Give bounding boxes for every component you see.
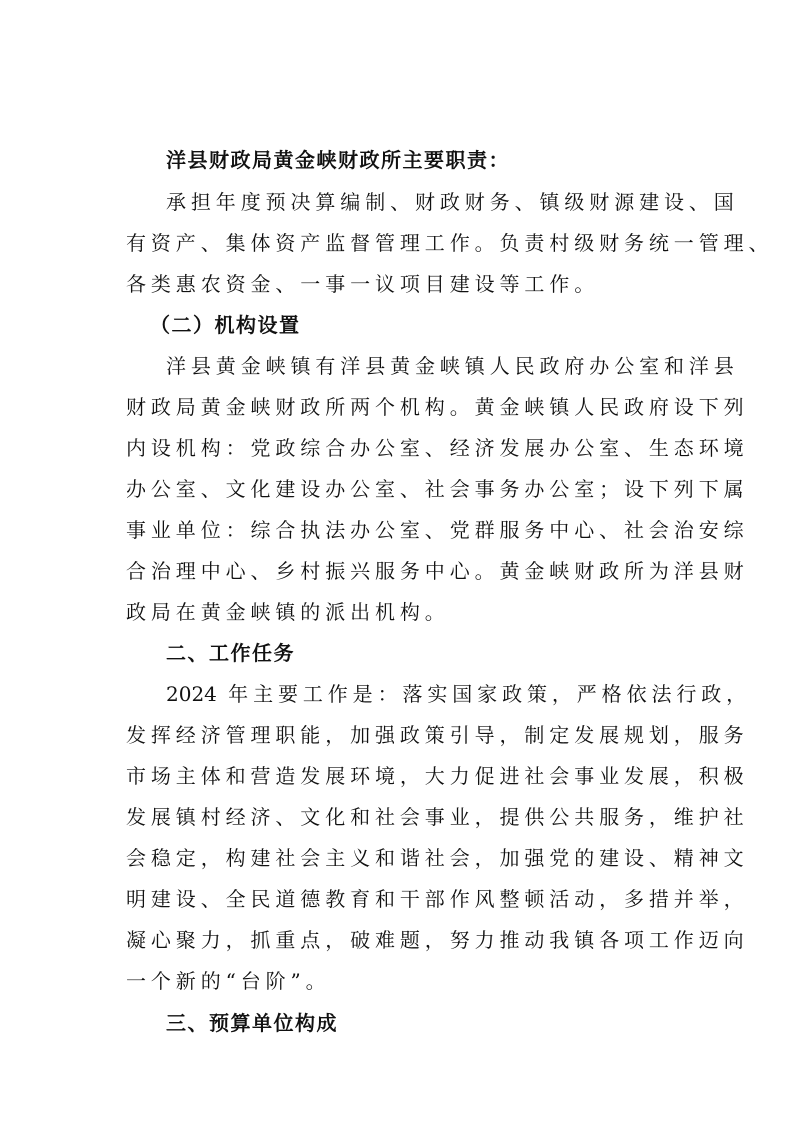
tasks-line-1-text: 年主要工作是：落实国家政策，严格依法行政， — [216, 682, 752, 706]
tasks-line-6: 明建设、全民道德教育和干部作风整顿活动，多措并举， — [126, 887, 749, 911]
org-line-3: 内设机构：党政综合办公室、经济发展办公室、生态环境 — [126, 436, 749, 460]
duties-line-3: 各类惠农资金、一事一议项目建设等工作。 — [126, 272, 600, 296]
org-line-5: 事业单位：综合执法办公室、党群服务中心、社会治安综 — [126, 518, 749, 542]
units-heading: 三、预算单位构成 — [166, 1011, 338, 1035]
duties-line-2: 有资产、集体资产监督管理工作。负责村级财务统一管理、 — [126, 231, 774, 255]
org-line-1: 洋县黄金峡镇有洋县黄金峡镇人民政府办公室和洋县 — [166, 354, 739, 378]
tasks-line-4: 发展镇村经济、文化和社会事业，提供公共服务，维护社 — [126, 805, 749, 829]
org-line-4: 办公室、文化建设办公室、社会事务办公室；设下列下属 — [126, 477, 749, 501]
duties-line-1: 承担年度预决算编制、财政财务、镇级财源建设、国 — [166, 190, 739, 214]
org-line-7: 政局在黄金峡镇的派出机构。 — [126, 600, 450, 624]
tasks-line-8: 一个新的“台阶”。 — [126, 969, 331, 993]
tasks-year: 2024 — [166, 682, 217, 706]
tasks-heading: 二、工作任务 — [166, 641, 295, 665]
tasks-line-1 — [166, 681, 751, 707]
duties-heading: 洋县财政局黄金峡财政所主要职责： — [166, 148, 510, 172]
org-line-2: 财政局黄金峡财政所两个机构。黄金峡镇人民政府设下列 — [126, 395, 749, 419]
tasks-line-5: 会稳定，构建社会主义和谐社会，加强党的建设、精神文 — [126, 846, 749, 870]
tasks-line-2: 发挥经济管理职能，加强政策引导，制定发展规划，服务 — [126, 723, 749, 747]
org-heading: （二）机构设置 — [150, 313, 301, 337]
tasks-line-3: 市场主体和营造发展环境，大力促进社会事业发展，积极 — [126, 764, 749, 788]
org-line-6: 合治理中心、乡村振兴服务中心。黄金峡财政所为洋县财 — [126, 559, 749, 583]
tasks-line-7: 凝心聚力，抓重点，破难题，努力推动我镇各项工作迈向 — [126, 928, 749, 952]
